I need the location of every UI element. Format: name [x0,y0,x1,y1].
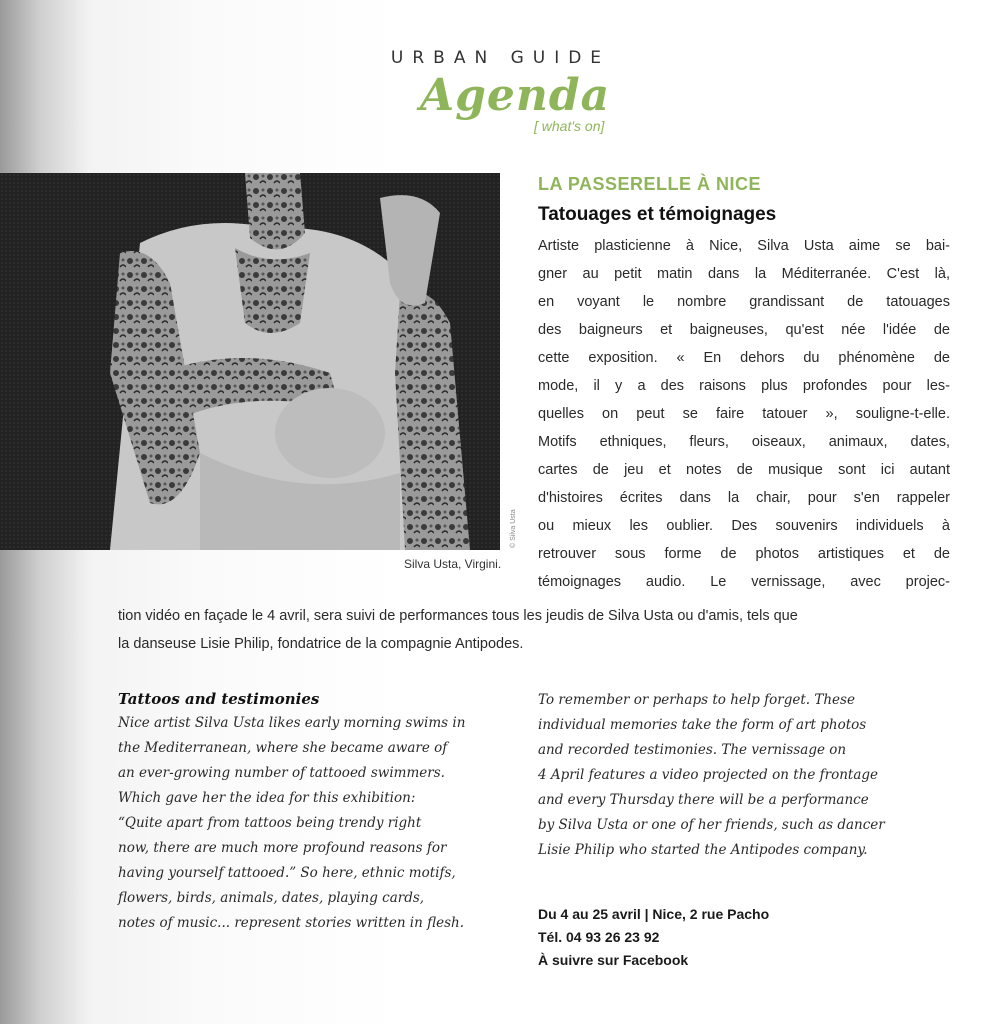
text-line: d'histoires écrites dans la chair, pour s'en rappeler [538,490,950,506]
text-line: having yourself tattooed.” So here, ethnic motifs, [118,865,456,881]
event-phone: Tél. 04 93 26 23 92 [538,929,660,945]
text-line: Motifs ethniques, fleurs, oiseaux, animaux, dates, [538,434,950,450]
text-line: individual memories take the form of art photos [538,717,867,733]
text-line: cartes de jeu et notes de musique sont ici autant [538,462,950,478]
text-line: quelles on peut se faire tatouer », souligne-t-elle. [538,406,950,422]
text-line: To remember or perhaps to help forget. These [538,692,855,708]
text-line: 4 April features a video projected on the frontage [538,767,878,783]
event-dates-address: Du 4 au 25 avril | Nice, 2 rue Pacho [538,906,770,922]
photo-illustration [0,173,500,550]
text-line: cette exposition. « En dehors du phénomène de [538,350,950,366]
text-line: mode, il y a des raisons plus profondes pour les- [538,378,950,394]
text-line: now, there are much more profound reasons for [118,840,447,856]
text-line: Nice artist Silva Usta likes early morning swims in [118,715,466,731]
text-line: gner au petit matin dans la Méditerranée. C'est là, [538,266,950,282]
text-line: Artiste plasticienne à Nice, Silva Usta aime se bai- [538,238,950,254]
text-line: the Mediterranean, where she became aware of [118,740,448,756]
tattoo-photo [0,173,500,550]
article-section: LA PASSERELLE À NICE [538,174,762,194]
text-line: flowers, birds, animals, dates, playing cards, [118,890,425,906]
text-line: en voyant le nombre grandissant de tatouages [538,294,950,310]
section-kicker: URBAN GUIDE [390,48,611,68]
photo-caption: Silva Usta, Virgini. [404,557,502,571]
text-line: des baigneurs et baigneuses, qu'est née l'idée de [538,322,950,338]
text-line: la danseuse Lisie Philip, fondatrice de la compagnie Antipodes. [118,636,524,652]
text-line: by Silva Usta or one of her friends, such as dancer [538,817,885,833]
text-line: and recorded testimonies. The vernissage on [538,742,847,758]
text-line: notes of music... represent stories written in flesh. [118,915,465,931]
text-line: ou mieux les oublier. Des souvenirs individuels à [538,518,950,534]
text-line: témoignages audio. Le vernissage, avec projec- [538,574,950,590]
text-line: Which gave her the idea for this exhibition: [118,790,416,806]
text-line: retrouver sous forme de photos artistiques et de [538,546,950,562]
text-line: and every Thursday there will be a performance [538,792,869,808]
photo-credit: © Silva Usta [510,509,517,548]
text-line: “Quite apart from tattoos being trendy right [118,815,422,831]
event-social: À suivre sur Facebook [538,952,689,968]
text-line: Lisie Philip who started the Antipodes company. [538,842,868,858]
page-subtitle: [ what's on] [534,118,605,134]
article-title-en: Tattoos and testimonies [118,690,320,708]
article-title-fr: Tatouages et témoignages [538,204,777,225]
page-title: Agenda [420,70,611,121]
text-line: tion vidéo en façade le 4 avril, sera suivi de performances tous les jeudis de Silva Usta ou d'amis, tels que [118,608,798,624]
text-line: an ever-growing number of tattooed swimmers. [118,765,445,781]
